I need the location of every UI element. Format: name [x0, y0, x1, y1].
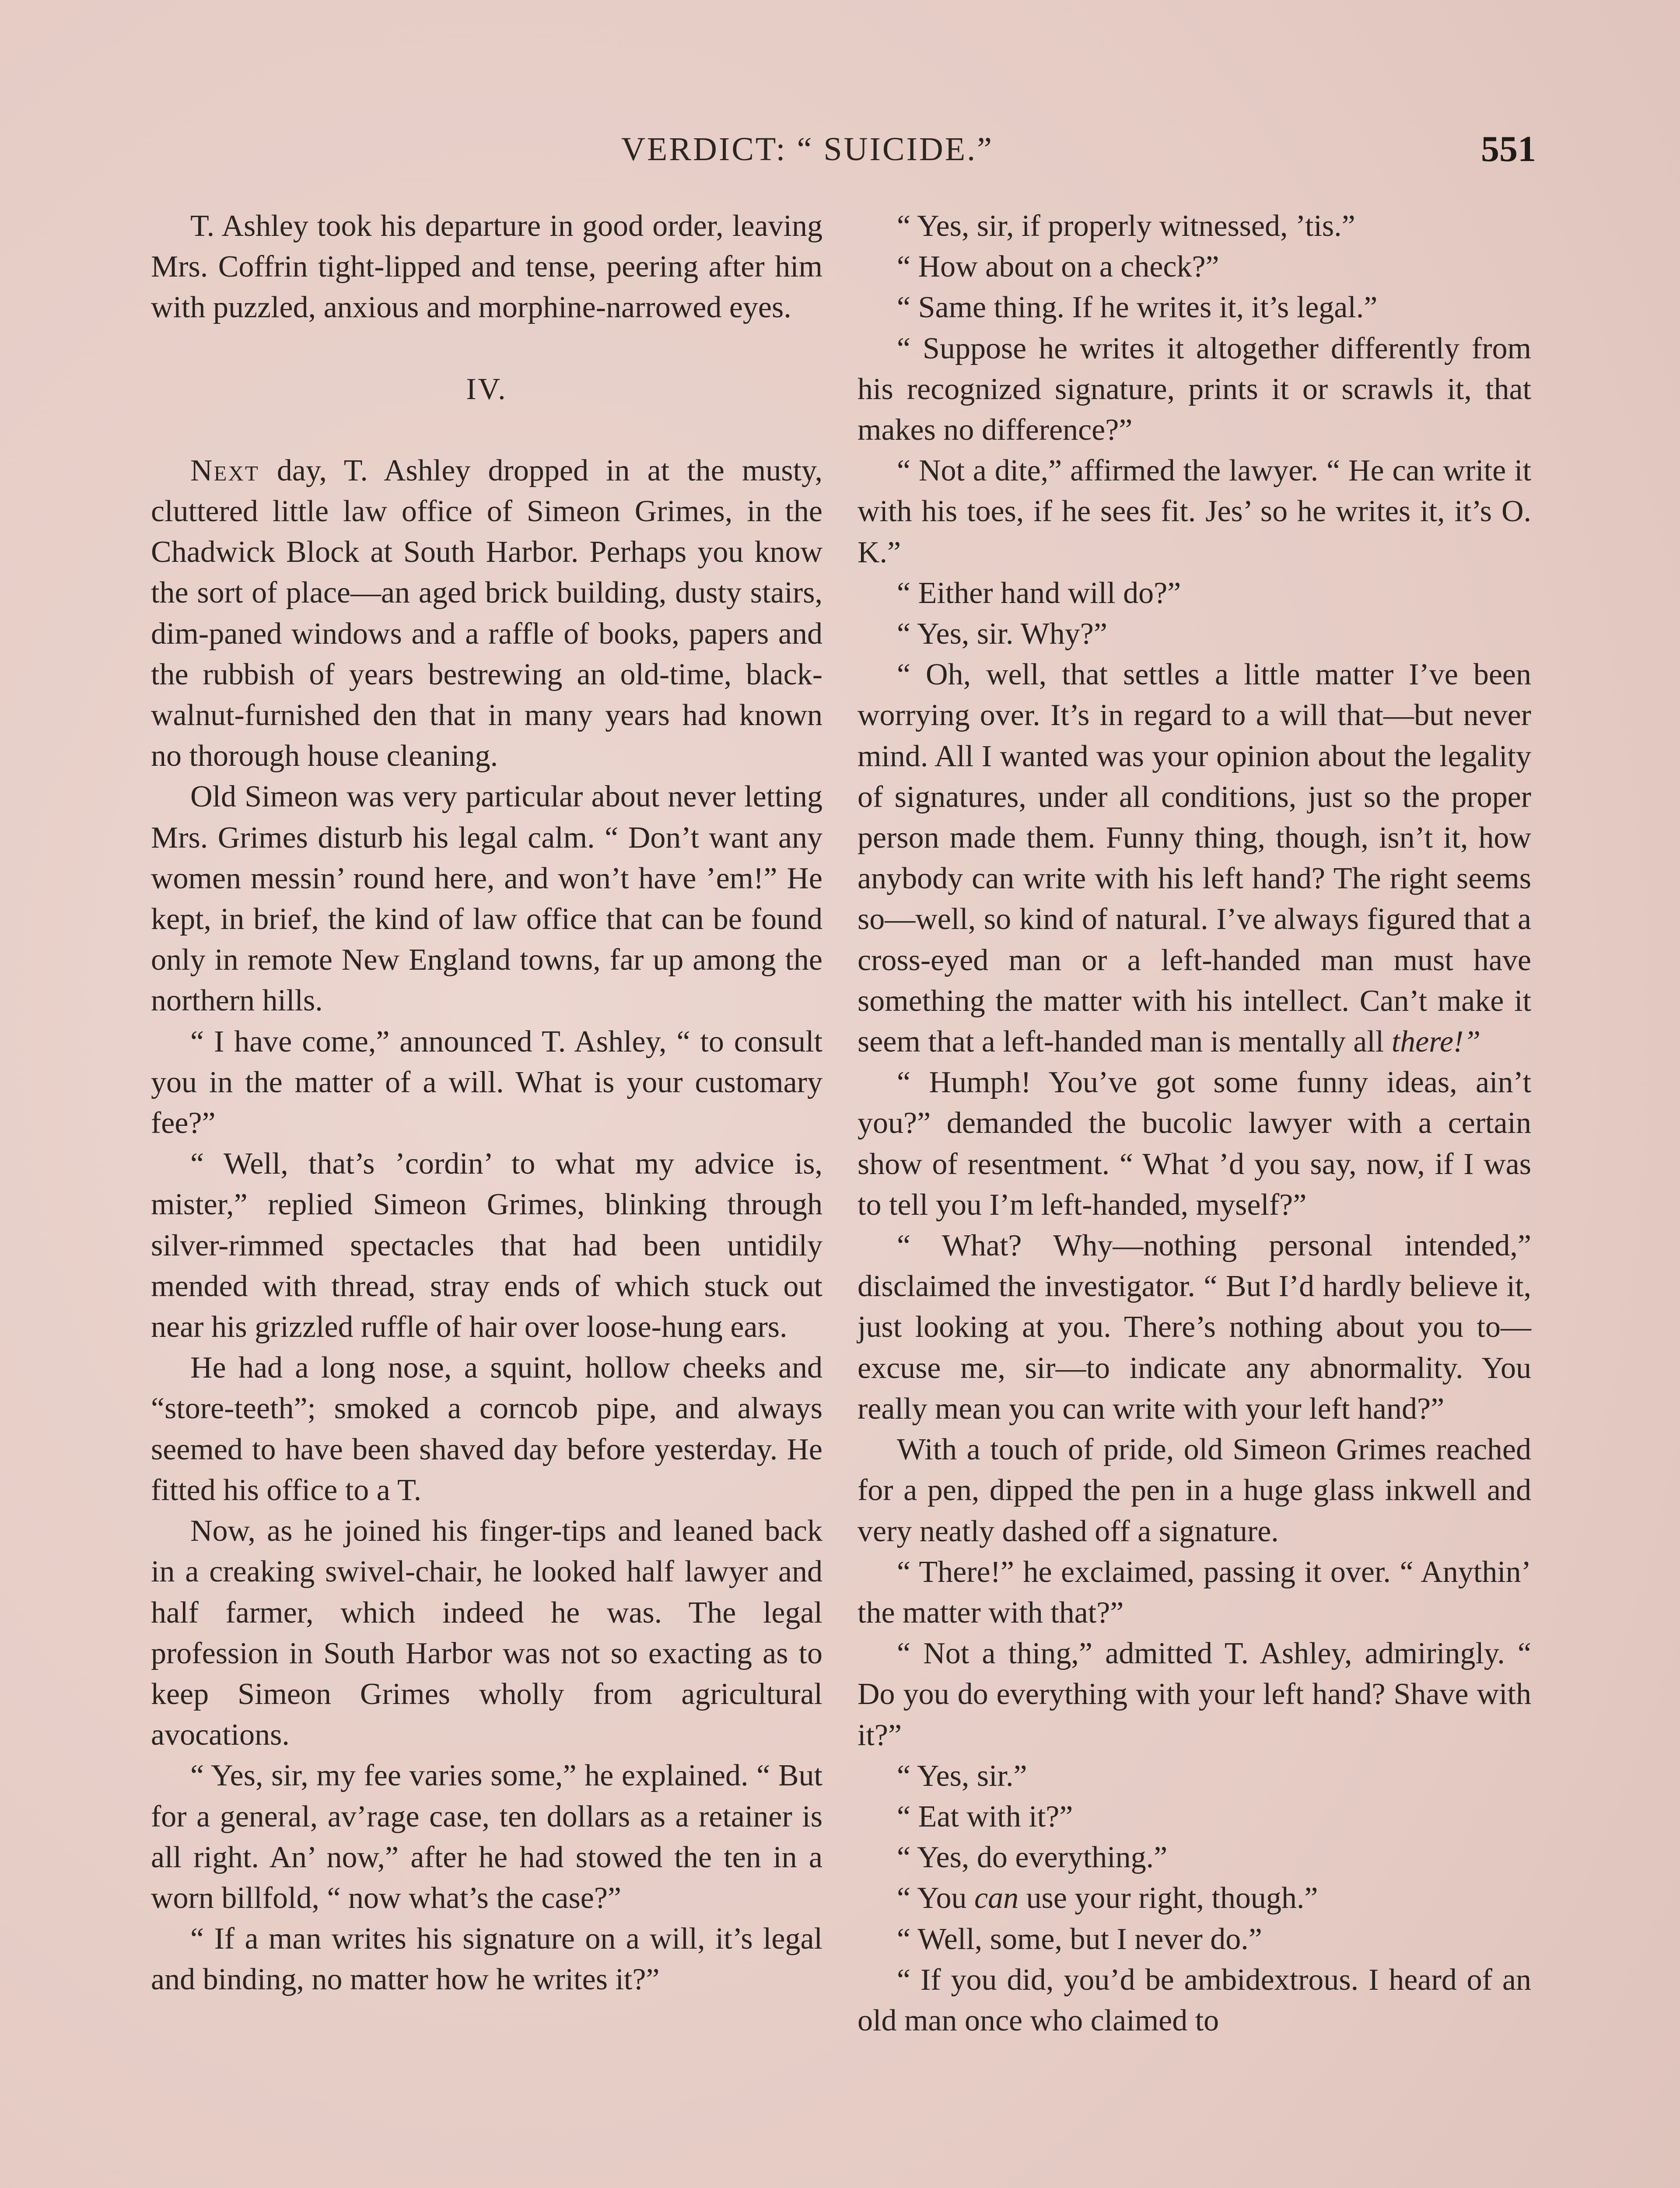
paragraph: “ Eat with it?” — [897, 1799, 1073, 1834]
running-title: VERDICT: “ SUICIDE.” — [621, 131, 994, 168]
lead-word: Next — [190, 453, 259, 487]
paragraph: “ Either hand will do?” — [897, 576, 1181, 610]
paragraph: “ Yes, sir, my fee varies some,” he explained. “ But for a general, av’rage case, ten dollars as a retainer is all right. An’ now,” after he had stowed the ten in a worn billfold, “ now what’s the case?” — [151, 1759, 822, 1915]
paragraph: “ Yes, sir.” — [897, 1759, 1027, 1793]
paragraph: T. Ashley took his departure in good order, leaving Mrs. Coffrin tight-lipped and tense, peering after him with puzzled, anxious and morphine-narrowed eyes. — [151, 209, 822, 325]
page-number: 551 — [1481, 129, 1536, 169]
paragraph — [858, 1878, 1531, 1918]
paragraph: “ Well, that’s ’cordin’ to what my advice is, mister,” replied Simeon Grimes, blinking through silver-rimmed spectacles that had been untidily mended with thread, stray ends of which stuck out near his grizzled ruffle of hair over loose-hung ears. — [151, 1147, 822, 1344]
paragraph: “ Yes, sir. Why?” — [897, 617, 1107, 651]
emphasis: there!” — [1391, 1025, 1481, 1059]
paragraph-text: day, T. Ashley dropped in at the musty, cluttered little law office of Simeon Grimes, in the Chadwick Block at South Harbor. Perhaps you know the sort of place—an aged brick building, dusty stairs, dim-paned windows and a raffle of books, papers and the rubbish of years bestrewing an old-time, black-walnut-furnished den that in many years had known no thorough house cleaning. — [151, 453, 822, 773]
paragraph: “ Not a dite,” affirmed the lawyer. “ He can write it with his toes, if he sees fit. Jes’ so he writes it, it’s O. K.” — [858, 454, 1531, 569]
paragraph: “ Not a thing,” admitted T. Ashley, admiringly. “ Do you do everything with your left hand? Shave with it?” — [858, 1637, 1531, 1752]
section-heading: IV. — [466, 372, 508, 406]
left-column — [151, 206, 822, 2000]
paragraph-text: “ Oh, well, that settles a little matter I’ve been worrying over. It’s in regard to a will that—but never mind. All I wanted was your opinion about the legality of signatures, under all conditions, just so the proper person made them. Funny thing, though, isn’t it, how anybody can write with his left hand? The right seems so—well, so kind of natural. I’ve always figured that a cross-eyed man or a left-handed man must have something the matter with his intellect. Can’t make it seem that a left-handed man is mentally all — [858, 658, 1531, 1059]
paragraph: “ If you did, you’d be ambidextrous. I heard of an old man once who claimed to — [858, 1963, 1531, 2037]
paragraph — [858, 654, 1531, 1062]
paragraph: He had a long nose, a squint, hollow cheeks and “store-teeth”; smoked a corncob pipe, and always seemed to have been shaved day before yesterday. He fitted his office to a T. — [151, 1351, 822, 1507]
paragraph: “ What? Why—nothing personal intended,” disclaimed the investigator. “ But I’d hardly believe it, just looking at you. There’s nothing about you to—excuse me, sir—to indicate any abnormality. You really mean you can write with your left hand?” — [858, 1229, 1531, 1426]
paragraph: With a touch of pride, old Simeon Grimes reached for a pen, dipped the pen in a huge glass inkwell and very neatly dashed off a signature. — [858, 1433, 1531, 1548]
paragraph: “ Yes, do everything.” — [897, 1841, 1168, 1875]
paragraph: “ If a man writes his signature on a will, it’s legal and binding, no matter how he writes it?” — [151, 1922, 822, 1997]
right-column — [858, 206, 1531, 2041]
paragraph — [151, 450, 822, 777]
paragraph: “ How about on a check?” — [897, 250, 1219, 284]
paragraph: “ There!” he exclaimed, passing it over. “ Anythin’ the matter with that?” — [858, 1555, 1531, 1630]
page-header — [0, 130, 1680, 183]
paragraph-text: “ You — [897, 1881, 975, 1915]
paragraph: “ I have come,” announced T. Ashley, “ to consult you in the matter of a will. What is your customary fee?” — [151, 1024, 822, 1140]
emphasis: can — [974, 1881, 1019, 1915]
paragraph: “ Well, some, but I never do.” — [897, 1922, 1262, 1956]
paragraph: “ Suppose he writes it altogether differently from his recognized signature, prints it or scrawls it, that makes no difference?” — [858, 331, 1531, 447]
paragraph: Now, as he joined his finger-tips and leaned back in a creaking swivel-chair, he looked half lawyer and half farmer, which indeed he was. The legal profession in South Harbor was not so exacting as to keep Simeon Grimes wholly from agricultural avocations. — [151, 1514, 822, 1752]
paragraph: “ Humph! You’ve got some funny ideas, ain’t you?” demanded the bucolic lawyer with a certain show of resentment. “ What ’d you say, now, if I was to tell you I’m left-handed, myself?” — [858, 1066, 1531, 1222]
paragraph: Old Simeon was very particular about never letting Mrs. Grimes disturb his legal calm. “ Don’t want any women messin’ round here, and won’t have ’em!” He kept, in brief, the kind of law office that can be found only in remote New England towns, far up among the northern hills. — [151, 780, 822, 1018]
paragraph: “ Yes, sir, if properly witnessed, ’tis.” — [897, 209, 1355, 243]
paragraph: “ Same thing. If he writes it, it’s legal.” — [897, 291, 1378, 325]
paragraph-text: use your right, though.” — [1018, 1881, 1318, 1915]
